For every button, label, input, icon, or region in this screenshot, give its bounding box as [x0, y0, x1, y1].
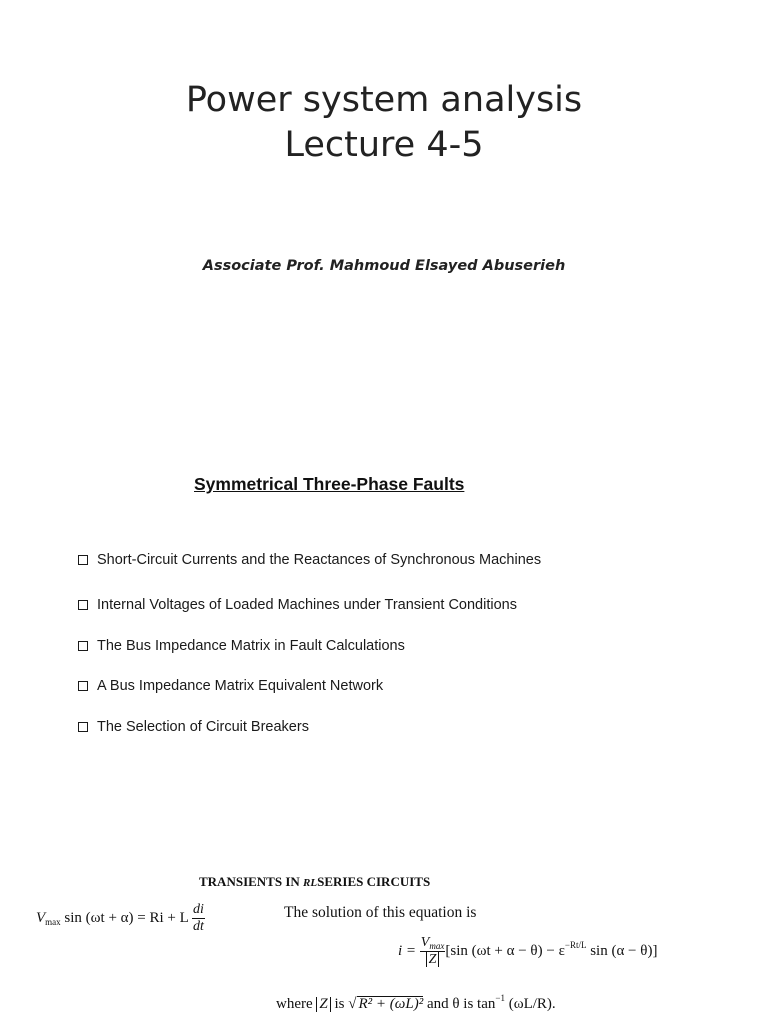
transients-heading	[199, 874, 430, 890]
eq2-bracket: [sin (ωt + α − θ) − ε	[445, 942, 565, 959]
list-item	[78, 552, 541, 568]
eq2-num	[420, 935, 446, 951]
eq1-lhs: sin (ωt + α) = Ri + L	[60, 909, 192, 926]
where-is: is	[330, 996, 349, 1012]
checkbox-bullet-icon	[78, 600, 88, 610]
where-z: Z	[319, 996, 328, 1012]
heading-suffix: SERIES CIRCUITS	[317, 874, 431, 889]
topic-text: The Selection of Circuit Breakers	[97, 719, 309, 735]
author-name: Associate Prof. Mahmoud Elsayed Abuserieh	[202, 258, 566, 274]
topic-text: The Bus Impedance Matrix in Fault Calculations	[97, 638, 405, 654]
list-item	[78, 719, 309, 735]
eq2-tail: sin (α − θ)]	[586, 942, 658, 959]
list-item	[78, 638, 405, 654]
checkbox-bullet-icon	[78, 722, 88, 732]
where-inv: −1	[495, 993, 505, 1003]
heading-italic: RL	[303, 877, 318, 889]
title-line-1: Power system analysis	[185, 80, 583, 120]
eq2-z: Z	[428, 952, 437, 967]
list-item	[78, 678, 383, 694]
eq1-v: V	[36, 909, 46, 926]
eq1-den: dt	[192, 919, 204, 934]
eq1-max: max	[45, 916, 61, 927]
list-item	[78, 597, 517, 613]
slide-title	[0, 78, 768, 168]
title-line-2: Lecture 4-5	[284, 125, 484, 165]
where-prefix: where	[276, 996, 317, 1012]
where-clause	[276, 993, 556, 1013]
eq2-lhs: i =	[398, 942, 420, 959]
eq2-v: V	[420, 935, 430, 950]
eq2-fraction	[420, 935, 446, 968]
checkbox-bullet-icon	[78, 681, 88, 691]
section-heading: Symmetrical Three-Phase Faults	[194, 474, 465, 494]
topic-text: Short-Circuit Currents and the Reactances of Synchronous Machines	[97, 552, 542, 568]
eq1-fraction	[192, 902, 205, 935]
checkbox-bullet-icon	[78, 641, 88, 651]
solution-equation	[398, 935, 657, 968]
eq2-den	[420, 951, 446, 968]
where-and: and θ is tan	[423, 996, 496, 1012]
topic-text: A Bus Impedance Matrix Equivalent Network	[97, 678, 384, 694]
differential-equation	[36, 902, 205, 935]
topic-text: Internal Voltages of Loaded Machines under Transient Conditions	[97, 597, 517, 613]
sqrt-expression: √ R² + (ωL)²	[348, 996, 424, 1012]
eq1-num: di	[192, 902, 204, 917]
eq2-exp: −Rt/L	[564, 939, 587, 950]
where-tail: (ωL/R).	[504, 996, 556, 1012]
heading-prefix: TRANSIENTS IN	[199, 874, 304, 889]
checkbox-bullet-icon	[78, 555, 88, 565]
eq2-max: max	[429, 941, 445, 951]
solution-text: The solution of this equation is	[284, 904, 477, 921]
where-root: R² + (ωL)²	[358, 996, 424, 1012]
